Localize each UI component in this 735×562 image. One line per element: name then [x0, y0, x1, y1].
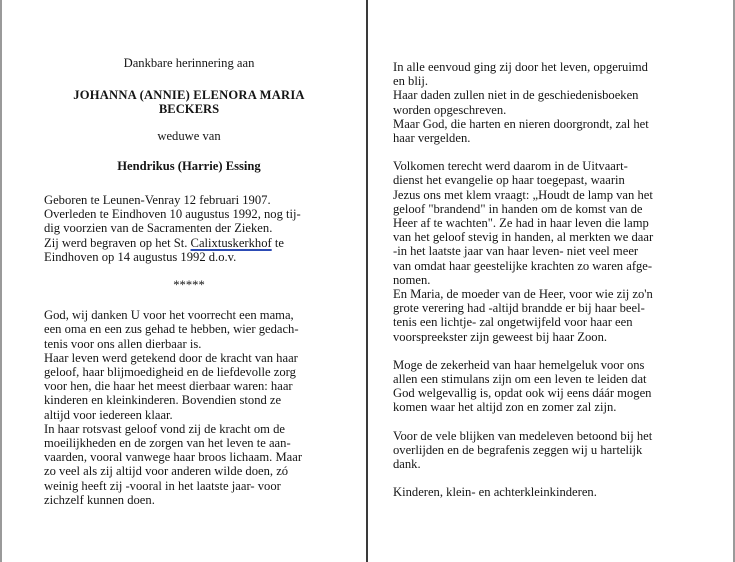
widow-text: weduwe van	[157, 128, 221, 143]
burial-line-2: Eindhoven op 14 augustus 1992 d.o.v.	[44, 249, 237, 264]
text-line: komen waar het altijd zon en zomer zal zijn.	[393, 400, 617, 415]
death-line-2: dig voorzien van de Sacramenten der Zieken.	[44, 221, 273, 236]
prayer-line: kinderen en kleinkinderen. Bovendien stond ze	[44, 393, 282, 408]
cemetery-name: Calixtuskerkhof	[190, 235, 272, 250]
intro-text: Dankbare herinnering aan	[123, 56, 255, 70]
separator-stars: *****	[173, 278, 205, 293]
text-line: -in het laatste jaar van haar leven- niet veel meer	[393, 244, 639, 259]
prayer-line: zichzelf kunnen doen.	[44, 492, 155, 507]
bio-block	[44, 193, 334, 264]
death-line-1: Overleden te Eindhoven 10 augustus 1992, nog tij-	[44, 207, 301, 222]
paragraph-gospel	[393, 159, 695, 344]
prayer-block	[44, 308, 334, 507]
prayer-line: geloof, haar blijmoedigheid en de liefdevolle zorg	[44, 365, 296, 380]
text-line: haar vergelden.	[393, 131, 471, 146]
prayer-line: God, wij danken U voor het voorrecht een mama,	[44, 308, 294, 323]
prayer-line: tenis voor ons allen dierbaar is.	[44, 336, 202, 351]
text-line: Voor de vele blijken van medeleven betoond bij het	[393, 428, 653, 443]
burial-line-1	[44, 236, 334, 250]
text-line: allen een stimulans zijn om een leven te leiden dat	[393, 372, 647, 387]
burial-text-b: te	[271, 235, 284, 250]
paragraph-heaven	[393, 358, 695, 415]
text-line: worden opgeschreven.	[393, 102, 507, 117]
text-line: dienst het evangelie op haar toegepast, waarin	[393, 173, 625, 188]
text-line: en blij.	[393, 74, 428, 89]
prayer-line: moeilijkheden en de zorgen van het leven te aan-	[44, 436, 291, 451]
birth-line: Geboren te Leunen-Venray 12 februari 1907.	[44, 193, 271, 208]
deceased-name-line2: BECKERS	[158, 102, 220, 117]
prayer-line: een oma en een zus gehad te hebben, wier gedach-	[44, 322, 299, 337]
text-line: van het geloof stevig in handen, al merkten we daar	[393, 230, 654, 245]
prayer-line: Haar leven werd getekend door de kracht van haar	[44, 350, 298, 365]
burial-text-a: Zij werd begraven op het St.	[44, 235, 191, 250]
closing-signature: Kinderen, klein- en achterkleinkinderen.	[393, 485, 597, 500]
text-line: dank.	[393, 457, 421, 472]
right-page	[393, 60, 695, 499]
text-line: grote verering had -altijd brandde er bij haar beel-	[393, 301, 645, 316]
text-line: tenis een lichtje- zal ongetwijfeld voor haar een	[393, 315, 633, 330]
text-line: overlijden en de begrafenis zeggen wij u hartelijk	[393, 442, 643, 457]
prayer-line: voor hen, die haar het meest dierbaar waren: haar	[44, 379, 293, 394]
paragraph-simplicity	[393, 60, 695, 145]
text-line: Jezus ons met klem vraagt: „Houdt de lamp van het	[393, 187, 653, 202]
husband-name: Hendrikus (Harrie) Essing	[117, 158, 261, 173]
prayer-line: zo veel als zij altijd voor anderen wilde doen, zó	[44, 464, 289, 479]
text-line: Haar daden zullen niet in de geschiedenisboeken	[393, 88, 639, 103]
text-line: voorspreekster zijn geweest bij haar Zoon.	[393, 329, 608, 344]
text-line: Heer af te wachten". Ze had in haar leven die lamp	[393, 216, 649, 231]
prayer-line: weinig heeft zij -vooral in het laatste jaar- voor	[44, 478, 281, 493]
text-line: Moge de zekerheid van haar hemelgeluk voor ons	[393, 357, 645, 372]
text-line: nomen.	[393, 272, 431, 287]
prayer-line: In haar rotsvast geloof vond zij de kracht om de	[44, 421, 285, 436]
deceased-name-line1: JOHANNA (ANNIE) ELENORA MARIA	[73, 88, 305, 103]
card-left-edge	[0, 0, 2, 562]
text-line: Volkomen terecht werd daarom in de Uitvaart-	[393, 159, 628, 174]
text-line: Maar God, die harten en nieren doorgrondt, zal het	[393, 116, 649, 131]
text-line: van omdat haar geestelijke krachten zo waren afge-	[393, 258, 653, 273]
text-line: En Maria, de moeder van de Heer, voor wie zij zo'n	[393, 287, 653, 302]
text-line: God welgevallig is, opdat ook wij eens dáár mogen	[393, 386, 652, 401]
paragraph-thanks	[393, 429, 695, 472]
left-page	[44, 56, 334, 507]
text-line: In alle eenvoud ging zij door het leven, opgeruimd	[393, 60, 648, 74]
prayer-line: vaarden, vooral vanwege haar broos lichaam. Maar	[44, 450, 303, 465]
card-fold-line	[366, 0, 368, 562]
text-line: geloof "brandend" in handen om de komst van de	[393, 201, 643, 216]
prayer-line: altijd voor iedereen klaar.	[44, 407, 173, 422]
